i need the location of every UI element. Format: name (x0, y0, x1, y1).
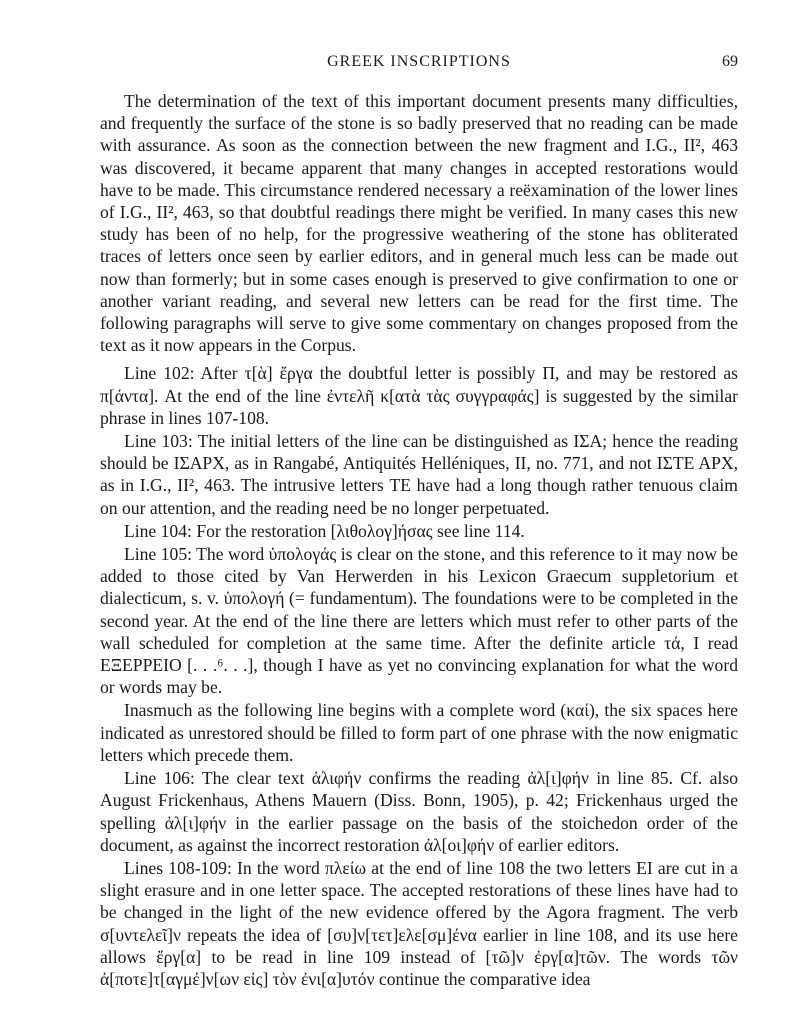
paragraph (100, 520, 738, 542)
paragraph-text: Line 102: After τ[ὰ] ἔργα the doubtful letter is possibly Π, and may be restored as π[άντα]. At the end of the line ἐντελῆ κ[ατὰ τὰς συγγραφάς] is suggested by the similar phrase in lines 107-108. (100, 363, 738, 428)
paragraph (100, 362, 738, 429)
paragraph-text: Inasmuch as the following line begins with a complete word (καί), the six spaces here indicated as unrestored should be filled to form part of one phrase with the now enigmatic letters which precede them. (100, 700, 738, 765)
paragraph-text: Line 106: The clear text ἁλιφήν confirms the reading ἀλ[ι]φήν in line 85. Cf. also August Frickenhaus, Athens Mauern (Diss. Bonn, 1905), p. 42; Frickenhaus urged the spelling ἀλ[ι]φήν in the earlier passage on the basis of the stoichedon order of the document, as against the incorrect restoration ἀλ[οι]φήν of earlier editors. (100, 768, 738, 855)
paragraph-text: Line 104: For the restoration [λιθολογ]ήσας see line 114. (124, 520, 525, 541)
body-text (100, 90, 738, 990)
paragraph (100, 90, 738, 356)
paragraph-text: Lines 108-109: In the word πλείω at the end of line 108 the two letters ΕΙ are cut in a slight erasure and in one letter space. The accepted restorations of these lines have had to be changed in the light of the new evidence offered by the Agora fragment. The verb σ[υντελεῖ]ν repeats the idea of [συ]ν[τετ]ελε[σμ]ένα earlier in line 108, and its use here allows ἔργ[α] to be read in line 109 instead of [τῶ]ν ἐργ[α]τῶν. The words τῶν ἀ[ποτε]τ[αγμέ]ν[ων εἰς] τὸν ἐνι[α]υτόν continue the comparative idea (100, 857, 738, 989)
paragraph-text: Line 105: The word ὑπολογάς is clear on the stone, and this reference to it may now be added to those cited by Van Herwerden in his Lexicon Graecum suppletorium et dialecticum, s. v. ὑπολογή (= fundamentum). The foundations were to be completed in the second year. At the end of the line there are letters which must refer to other parts of the wall scheduled for completion at the same time. After the definite article τά, I read ΕΞΕΡΡΕΙΟ [. . .⁶. . .], though I have as yet no convincing explanation for what the word or words may be. (100, 544, 738, 698)
paragraph-text: Line 103: The initial letters of the line can be distinguished as ΙΣΑ; hence the reading should be ΙΣΑΡΧ, as in Rangabé, Antiquités Helléniques, II, no. 771, and not ΙΣΤΕ ΑΡΧ, as in I.G., II², 463. The intrusive letters ΤΕ have had a long though rather tenuous claim on our attention, and the reading need be no longer perpetuated. (100, 431, 738, 518)
paragraph-text: The determination of the text of this important document presents many difficulties, and frequently the surface of the stone is so badly preserved that no reading can be made with assurance. As soon as the connection between the new fragment and I.G., II², 463 was discovered, it became apparent that many changes in accepted restorations would have to be made. This circumstance rendered necessary a reëxamination of the lower lines of I.G., II², 463, so that doubtful readings there might be verified. In many cases this new study has been of no help, for the progressive weathering of the stone has obliterated traces of letters once seen by earlier editors, and in general much less can be made out now than formerly; but in some cases enough is preserved to give confirmation to one or another variant reading, and several new letters can be read for the first time. The following paragraphs will serve to give some commentary on changes proposed from the text as it now appears in the Corpus. (100, 91, 738, 356)
paragraph (100, 699, 738, 766)
page-number: 69 (722, 53, 738, 70)
paragraph (100, 543, 738, 698)
header-title: GREEK INSCRIPTIONS (327, 53, 511, 70)
paragraph (100, 430, 738, 519)
paragraph (100, 857, 738, 990)
paragraph (100, 767, 738, 856)
running-header (100, 53, 738, 77)
